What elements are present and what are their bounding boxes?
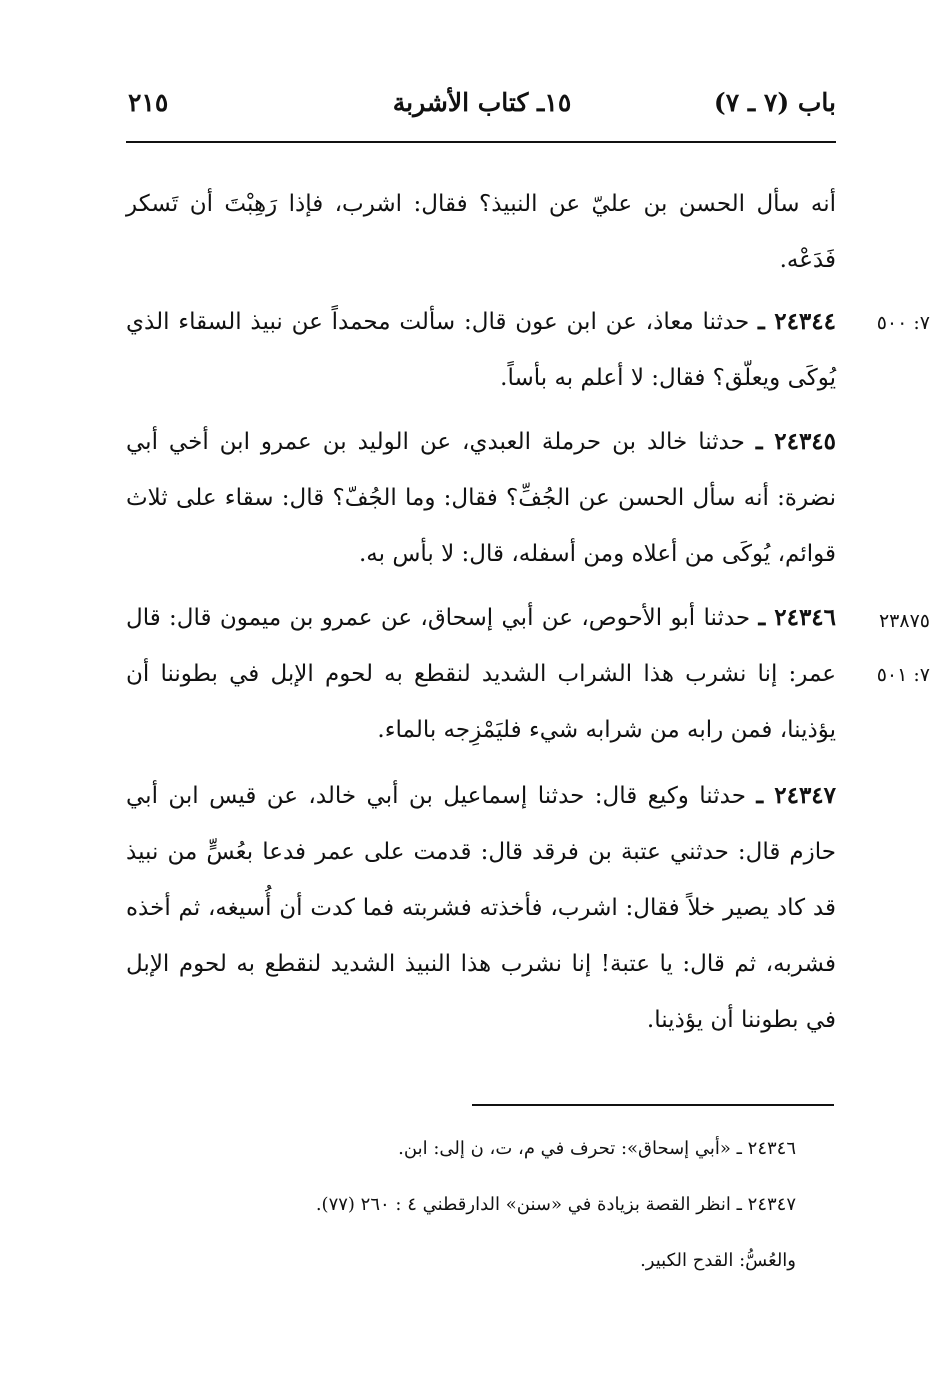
footnote-rule (472, 1104, 834, 1106)
chapter-title: باب (٧ ـ ٧) (713, 88, 836, 117)
header-rule (126, 141, 836, 143)
margin-reference: ٧: ٥٠١ (876, 664, 930, 686)
hadith-text: حدثنا أبو الأحوص، عن أبي إسحاق، عن عمرو بن ميمون قال: قال عمر: إنا نشرب هذا الشراب الشديد لنقطع به لحوم الإبل في بطوننا أن يؤذينا، فمن رابه من شرابه شيء فليَمْزِجه بالماء. (126, 605, 836, 743)
paragraph-continuation (126, 176, 836, 288)
page-header (128, 88, 836, 132)
page-number: ٢١٥ (128, 88, 169, 117)
paragraph-text: أنه سأل الحسن بن عليّ عن النبيذ؟ فقال: اشرب، فإذا رَهِبْتَ أن تَسكر فَدَعْه. (126, 191, 836, 273)
hadith-24345 (126, 414, 836, 582)
hadith-number: ٢٤٣٤٥ ـ (755, 428, 837, 455)
hadith-text: حدثنا معاذ، عن ابن عون قال: سألت محمداً عن نبيذ السقاء الذي يُوكَى ويعلّق؟ فقال: لا أعلم به بأساً. (126, 309, 836, 391)
hadith-text: حدثنا وكيع قال: حدثنا إسماعيل بن أبي خالد، عن قيس ابن أبي حازم قال: حدثني عتبة بن فرقد قال: قدمت على عمر فدعا بعُسٍّ من نبيذ قد كاد يصير خلاً فقال: اشرب، فأخذته فشربته فما كدت أن أُسيغه، ثم أخذه فشربه، ثم قال: يا عتبة! إنا نشرب هذا النبيذ الشديد لنقطع به لحوم الإبل في بطوننا أن يؤذينا. (126, 783, 836, 1033)
hadith-number: ٢٤٣٤٦ ـ (758, 604, 837, 631)
margin-reference: ٢٣٨٧٥ (878, 610, 930, 632)
footnote: ٢٤٣٤٧ ـ انظر القصة بزيادة في «سنن» الدارقطني ٤ : ٢٦٠ (٧٧). (315, 1194, 796, 1215)
margin-reference: ٧: ٥٠٠ (876, 312, 930, 334)
hadith-24346 (126, 590, 836, 758)
footnote: ٢٤٣٤٦ ـ «أبي إسحاق»: تحرف في م، ت، ن إلى: ابن. (398, 1138, 796, 1159)
hadith-number: ٢٤٣٤٧ ـ (756, 782, 837, 809)
hadith-24347 (126, 768, 836, 1048)
hadith-text: حدثنا خالد بن حرملة العبدي، عن الوليد بن عمرو ابن أخي أبي نضرة: أنه سأل الحسن عن الجُفِّ؟ فقال: وما الجُفّ؟ قال: سقاء على ثلاث قوائم، يُوكَى من أعلاه ومن أسفله، قال: لا بأس به. (126, 429, 836, 567)
footnote: والعُسُّ: القدح الكبير. (640, 1250, 796, 1271)
hadith-24344 (126, 294, 836, 406)
hadith-number: ٢٤٣٤٤ ـ (757, 308, 836, 335)
book-title: ١٥ـ كتاب الأشربة (392, 88, 572, 117)
